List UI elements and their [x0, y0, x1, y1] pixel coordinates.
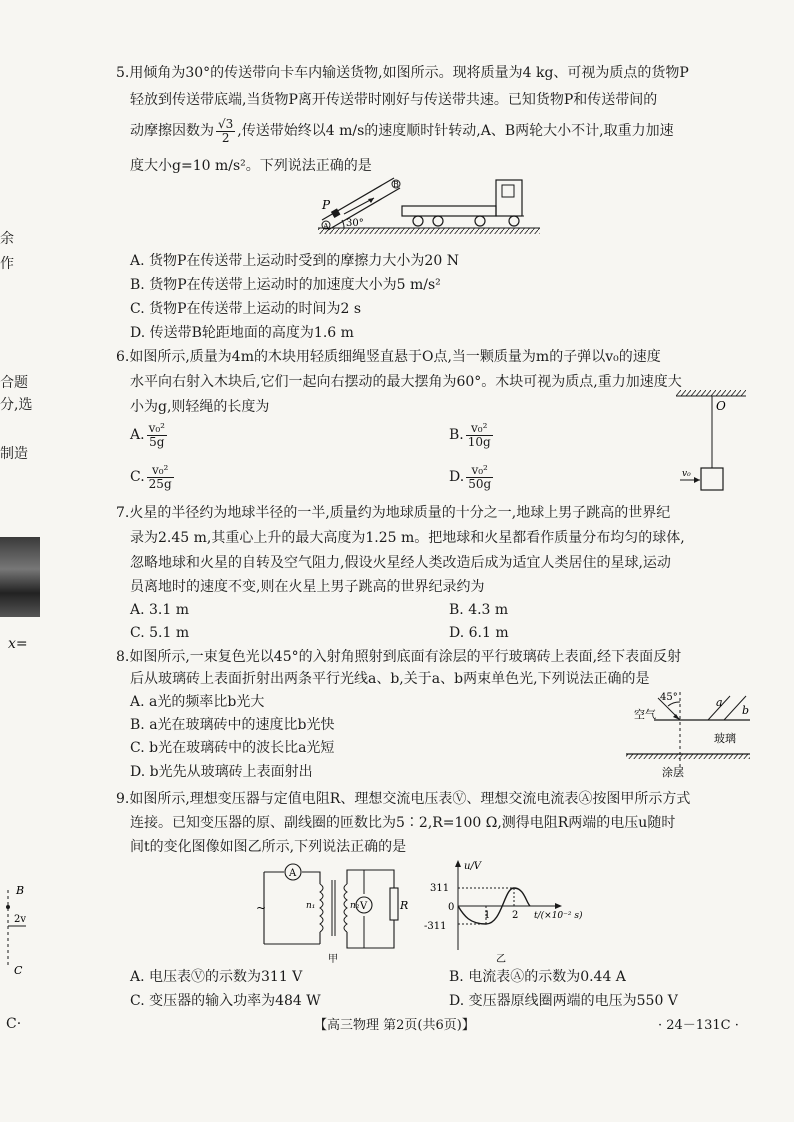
q8-glass-figure: [618, 688, 754, 780]
q5-text: 动摩擦因数为: [130, 123, 214, 140]
q8-option-c[interactable]: C. b光在玻璃砖中的波长比a光短: [130, 740, 335, 756]
edge-fragment: C·: [6, 1016, 22, 1032]
q5-option-c[interactable]: C. 货物P在传送带上运动的时间为2 s: [130, 301, 362, 317]
q9-label: 0: [448, 902, 455, 913]
figure-caption: 乙: [496, 954, 506, 965]
q6-option-c[interactable]: C. $\frac{\text{v₀²}}{25g}$: [130, 463, 172, 491]
q5-line: 度大小g=10 m/s²。下列说法正确的是: [130, 158, 372, 174]
q9-circuit-figure: [252, 856, 416, 966]
page-footer-center: 【高三物理 第2页(共6页)】: [314, 1018, 475, 1033]
q8-option-a[interactable]: A. a光的频率比b光大: [130, 694, 265, 710]
q8-label: a: [716, 696, 723, 709]
q7-line: 录为2.45 m,其重心上升的最大高度为1.25 m。把地球和火星都看作质量分布均匀的球体,: [130, 530, 685, 546]
voltmeter-icon: V: [360, 901, 368, 912]
q5-line: 轻放到传送带底端,当货物P离开传送带时刚好与传送带共速。已知货物P和传送带间的: [130, 92, 658, 108]
q9-option-a[interactable]: A. 电压表Ⓥ的示数为311 V: [130, 969, 303, 985]
q6-label: v₀: [682, 469, 691, 479]
q9-line: 间t的变化图像如图乙所示,下列说法正确的是: [130, 839, 407, 855]
q8-label: 涂层: [662, 766, 684, 779]
q7-option-c[interactable]: C. 5.1 m: [130, 625, 190, 641]
q6-option-b[interactable]: B. $\frac{\text{v₀²}}{10g}$: [449, 421, 491, 449]
q7-line: 员离地时的速度不变,则在火星上男子跳高的世界纪录约为: [130, 579, 485, 595]
edge-fragment: 制造: [0, 446, 28, 462]
q8-line: 8.如图所示,一束复色光以45°的入射角照射到底面有涂层的平行玻璃砖上表面,经下表面反射: [116, 649, 682, 665]
q9-line: 9.如图所示,理想变压器与定值电阻R、理想交流电压表Ⓥ、理想交流电流表Ⓐ按图甲所示方式: [116, 791, 691, 807]
edge-photo: [0, 537, 40, 617]
q5-label: A: [323, 222, 329, 231]
page-footer-code: · 24－131C ·: [658, 1018, 739, 1033]
edge-label: 2v: [14, 914, 27, 925]
q9-voltage-graph: [418, 856, 618, 966]
q5-label: P: [322, 198, 331, 212]
q8-label: 45°: [660, 692, 678, 703]
fraction: $\frac{√3}{2}$: [218, 117, 234, 145]
q6-option-a[interactable]: A. $\frac{\text{v₀²}}{5g}$: [130, 421, 165, 449]
q5-option-d[interactable]: D. 传送带B轮距地面的高度为1.6 m: [130, 325, 354, 341]
q9-option-b[interactable]: B. 电流表Ⓐ的示数为0.44 A: [449, 969, 626, 985]
q7-option-a[interactable]: A. 3.1 m: [130, 602, 190, 618]
q9-label: n₁: [306, 901, 316, 911]
edge-diagram: [0, 880, 40, 980]
q9-line: 连接。已知变压器的原、副线圈的匝数比为5∶2,R=100 Ω,测得电阻R两端的电压u随时: [130, 815, 676, 831]
q7-line: 忽略地球和火星的自转及空气阻力,假设火星经人类改造后成为适宜人类居住的星球,运动: [130, 555, 671, 571]
q9-label: -311: [424, 921, 447, 932]
q8-label: 空气: [634, 708, 656, 721]
q9-label: 311: [430, 883, 450, 894]
q5-conveyor-figure: [318, 176, 540, 240]
edge-fragment: 作: [0, 256, 14, 272]
q5-option-a[interactable]: A. 货物P在传送带上运动时受到的摩擦力大小为20 N: [130, 253, 459, 269]
ac-source-icon: ~: [256, 901, 267, 915]
q9-label: u/V: [464, 861, 482, 872]
q9-label: R: [400, 899, 409, 912]
q6-line: 6.如图所示,质量为4m的木块用轻质细绳竖直悬于O点,当一颗质量为m的子弹以v₀的速度: [116, 349, 661, 365]
q7-option-b[interactable]: B. 4.3 m: [449, 602, 509, 618]
q7-option-d[interactable]: D. 6.1 m: [449, 625, 509, 641]
edge-label: B: [16, 884, 25, 897]
edge-label: C: [14, 964, 23, 977]
q9-label: n₂: [350, 901, 360, 911]
q9-label: 1: [484, 910, 491, 921]
q9-option-d[interactable]: D. 变压器原线圈两端的电压为550 V: [449, 993, 678, 1009]
figure-caption: 甲: [328, 954, 338, 965]
ammeter-icon: A: [289, 868, 297, 879]
q5-line: [130, 118, 674, 144]
q5-label: B: [393, 180, 399, 189]
q8-label: 玻璃: [714, 732, 736, 745]
q7-line: 7.火星的半径约为地球半径的一半,质量约为地球质量的十分之一,地球上男子跳高的世界纪: [116, 505, 671, 521]
q8-label: b: [742, 704, 750, 717]
q8-option-b[interactable]: B. a光在玻璃砖中的速度比b光快: [130, 717, 335, 733]
edge-fragment: x=: [8, 636, 28, 652]
q5-label: 30°: [346, 218, 364, 229]
q8-option-d[interactable]: D. b光先从玻璃砖上表面射出: [130, 764, 313, 780]
q6-option-d[interactable]: D. $\frac{\text{v₀²}}{50g}$: [449, 463, 492, 491]
q6-line: 水平向右射入木块后,它们一起向右摆动的最大摆角为60°。木块可视为质点,重力加速度大: [130, 374, 682, 390]
q9-label: 2: [512, 910, 519, 921]
q5-line: 5.用倾角为30°的传送带向卡车内输送货物,如图所示。现将质量为4 kg、可视为质点的货物P: [116, 65, 689, 81]
q6-pendulum-figure: [676, 390, 746, 498]
q6-line: 小为g,则轻绳的长度为: [130, 399, 270, 415]
edge-fragment: 余: [0, 231, 14, 247]
q9-option-c[interactable]: C. 变压器的输入功率为484 W: [130, 993, 321, 1009]
q5-text: ,传送带始终以4 m/s的速度顺时针转动,A、B两轮大小不计,取重力加速: [237, 123, 674, 140]
q9-label: t/(×10⁻² s): [534, 911, 583, 921]
q5-option-b[interactable]: B. 货物P在传送带上运动时的加速度大小为5 m/s²: [130, 277, 441, 293]
edge-fragment: 合题: [0, 375, 28, 391]
edge-fragment: 分,选: [0, 397, 33, 413]
q8-line: 后从玻璃砖上表面折射出两条平行光线a、b,关于a、b两束单色光,下列说法正确的是: [130, 671, 650, 687]
q6-label: O: [716, 399, 726, 413]
